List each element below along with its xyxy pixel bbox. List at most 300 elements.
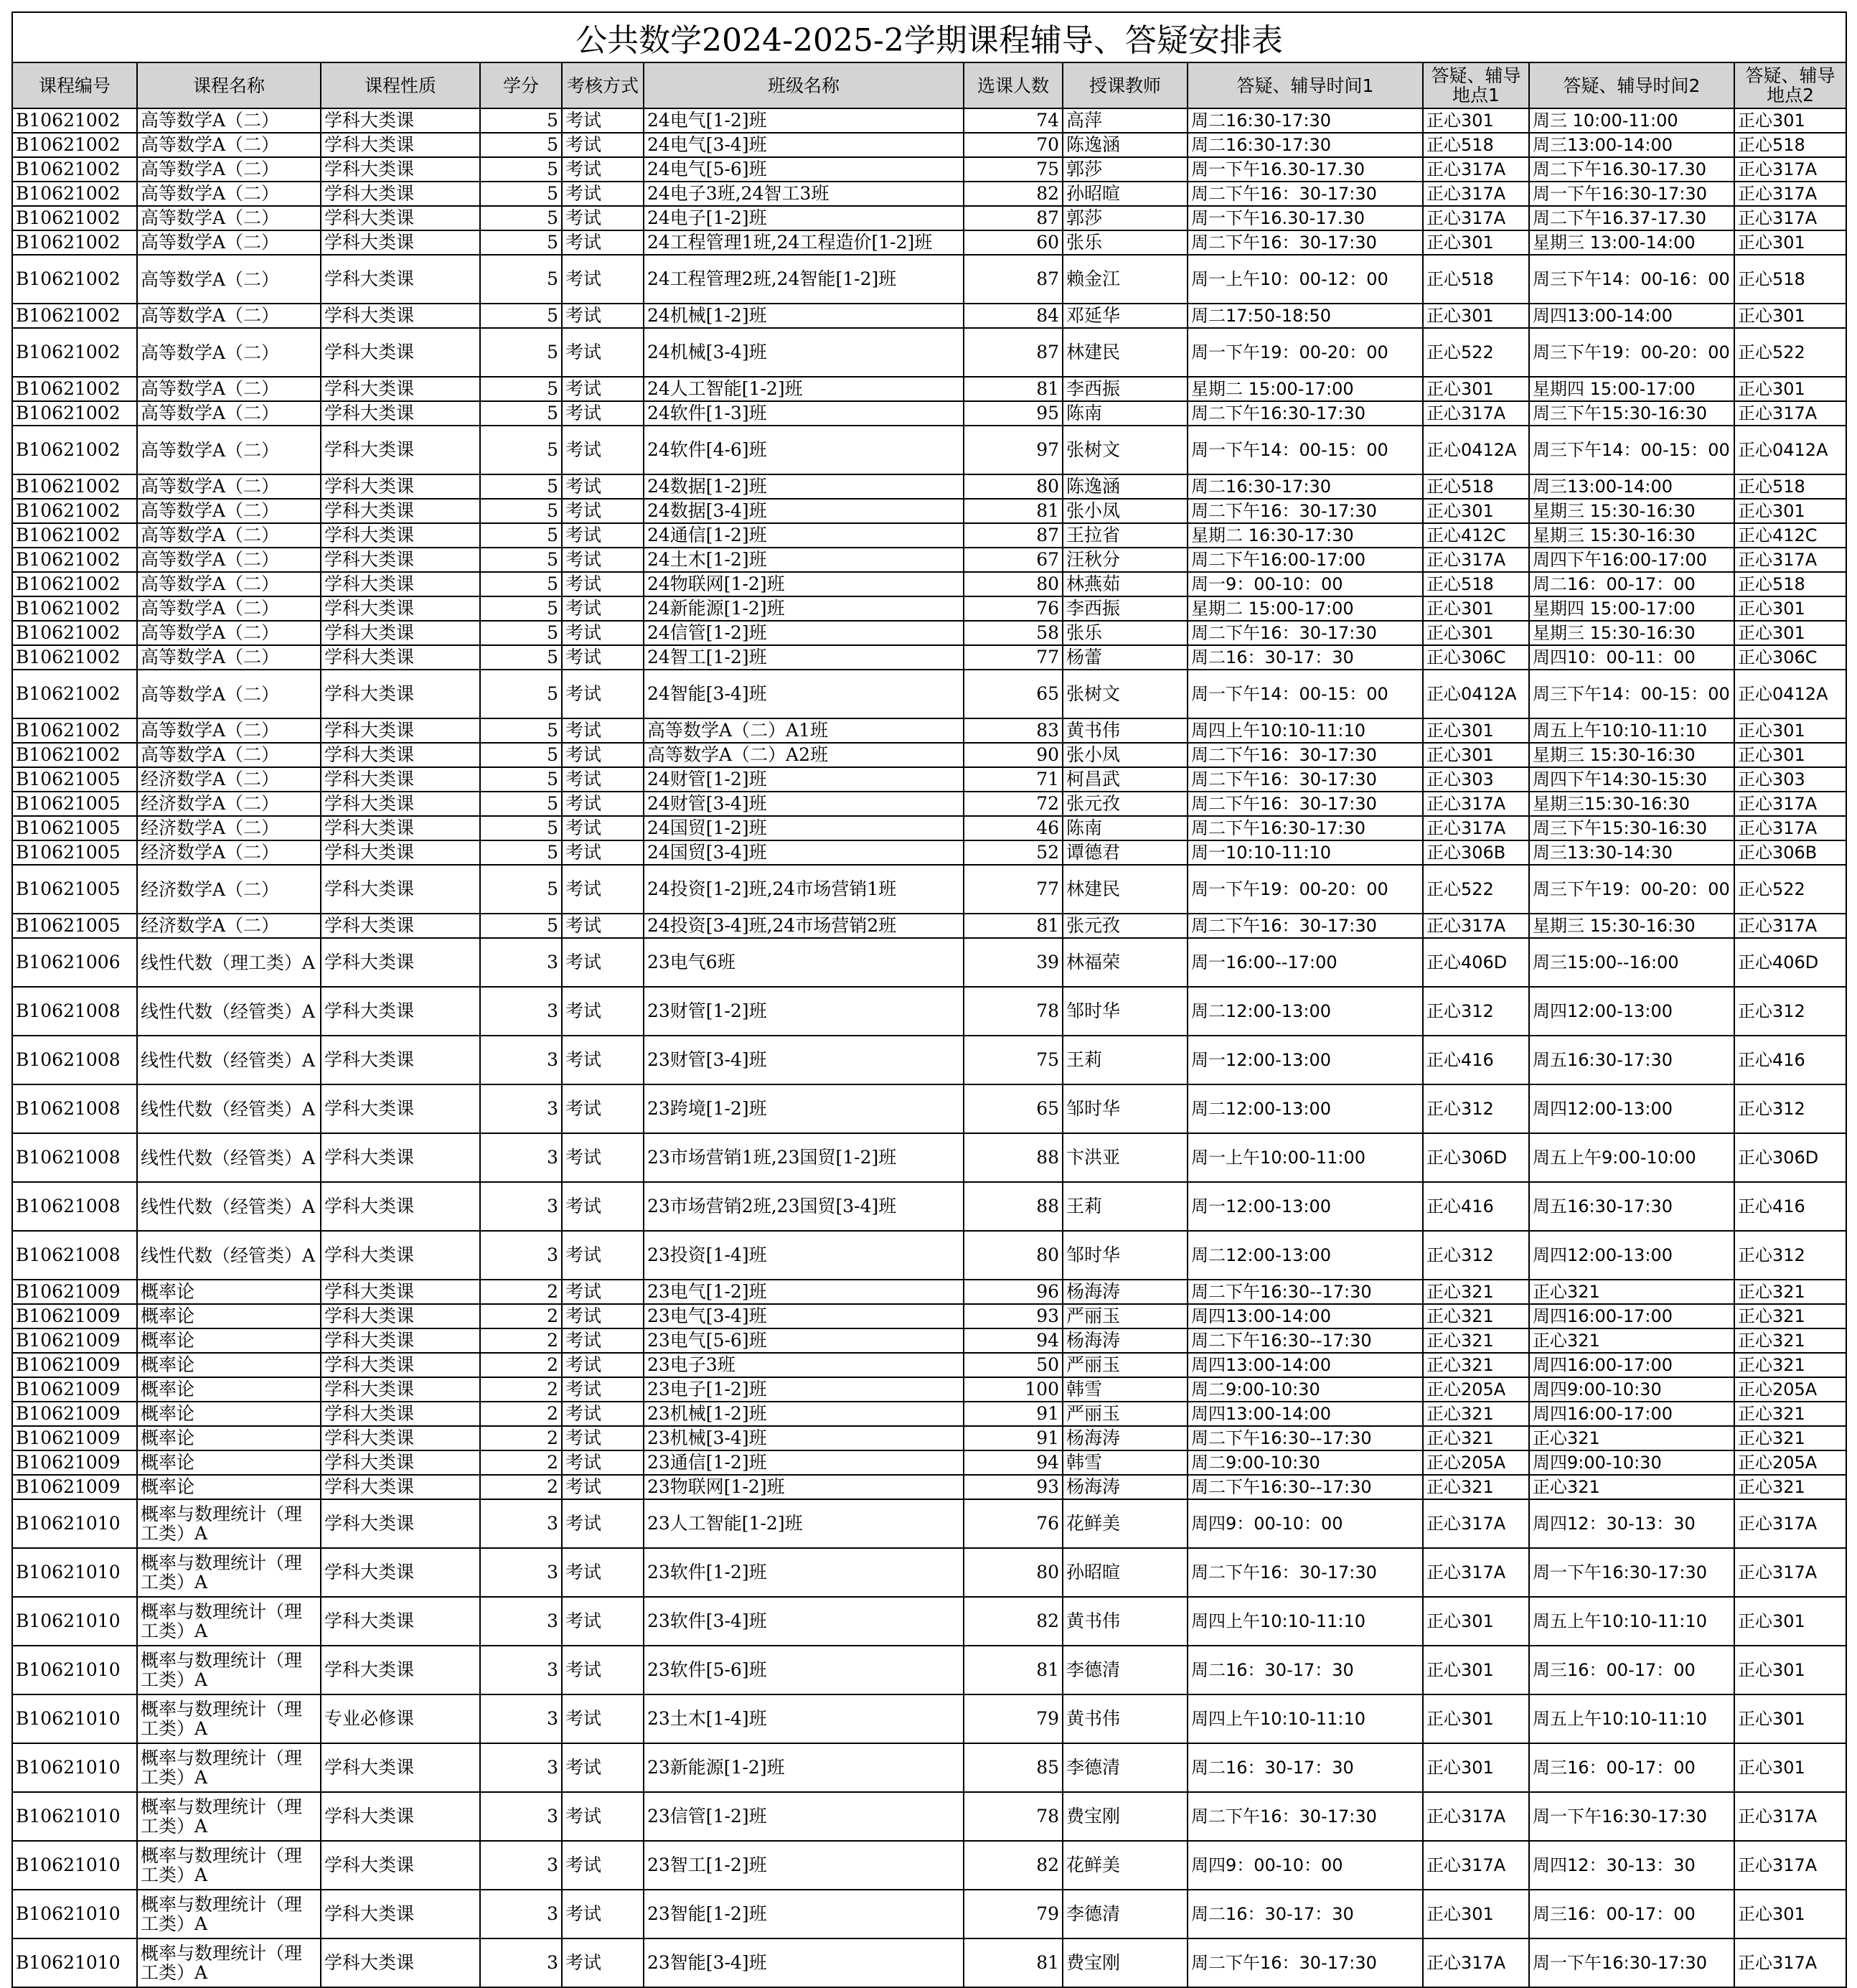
table-row bbox=[12, 938, 1846, 987]
table-row bbox=[12, 1402, 1846, 1426]
cell-time-1: 周二下午16:30-17:30 bbox=[1188, 401, 1423, 426]
cell-teacher: 韩雪 bbox=[1063, 1450, 1188, 1475]
cell-time-1: 周二下午16:00-17:00 bbox=[1188, 548, 1423, 572]
cell-course-name: 概率与数理统计（理工类）A bbox=[137, 1646, 321, 1694]
table-row bbox=[12, 1792, 1846, 1841]
cell-enrollment: 95 bbox=[964, 401, 1063, 426]
cell-course-name: 经济数学A（二） bbox=[137, 767, 321, 792]
cell-place-1: 正心301 bbox=[1423, 230, 1529, 255]
cell-time-2: 周一下午16:30-17:30 bbox=[1529, 1792, 1734, 1841]
cell-enrollment: 71 bbox=[964, 767, 1063, 792]
cell-course-name: 概率论 bbox=[137, 1475, 321, 1499]
cell-course-name: 概率与数理统计（理工类）A bbox=[137, 1597, 321, 1646]
cell-place-1: 正心412C bbox=[1423, 523, 1529, 548]
cell-enrollment: 67 bbox=[964, 548, 1063, 572]
cell-time-2: 周四12：30-13：30 bbox=[1529, 1499, 1734, 1548]
cell-time-1: 周一16:00--17:00 bbox=[1188, 938, 1423, 987]
cell-course-code: B10621002 bbox=[12, 743, 137, 767]
cell-place-1: 正心0412A bbox=[1423, 426, 1529, 474]
cell-class-name: 24物联网[1-2]班 bbox=[644, 572, 964, 596]
cell-time-2: 周三13:30-14:30 bbox=[1529, 840, 1734, 865]
cell-course-name: 概率与数理统计（理工类）A bbox=[137, 1499, 321, 1548]
cell-teacher: 林燕茹 bbox=[1063, 572, 1188, 596]
cell-place-1: 正心0412A bbox=[1423, 670, 1529, 718]
cell-course-code: B10621009 bbox=[12, 1353, 137, 1377]
cell-course-code: B10621010 bbox=[12, 1646, 137, 1694]
cell-course-name: 概率与数理统计（理工类）A bbox=[137, 1743, 321, 1792]
cell-course-type: 学科大类课 bbox=[321, 328, 480, 377]
cell-enrollment: 80 bbox=[964, 572, 1063, 596]
cell-credits: 5 bbox=[480, 230, 562, 255]
cell-course-code: B10621010 bbox=[12, 1499, 137, 1548]
cell-course-code: B10621002 bbox=[12, 670, 137, 718]
cell-credits: 2 bbox=[480, 1426, 562, 1450]
cell-teacher: 杨海涛 bbox=[1063, 1475, 1188, 1499]
cell-teacher: 杨蕾 bbox=[1063, 645, 1188, 670]
cell-place-2: 正心301 bbox=[1734, 1646, 1846, 1694]
cell-credits: 3 bbox=[480, 1890, 562, 1938]
cell-place-2: 正心321 bbox=[1734, 1353, 1846, 1377]
cell-course-name: 高等数学A（二） bbox=[137, 474, 321, 499]
cell-credits: 3 bbox=[480, 1084, 562, 1133]
cell-time-2: 周三下午19：00-20：00 bbox=[1529, 865, 1734, 914]
cell-time-2: 周一下午16:30-17:30 bbox=[1529, 1548, 1734, 1597]
cell-exam-method: 考试 bbox=[562, 596, 644, 621]
cell-teacher: 费宝刚 bbox=[1063, 1792, 1188, 1841]
table-row bbox=[12, 816, 1846, 840]
cell-class-name: 24工程管理1班,24工程造价[1-2]班 bbox=[644, 230, 964, 255]
cell-course-code: B10621010 bbox=[12, 1792, 137, 1841]
cell-course-code: B10621009 bbox=[12, 1450, 137, 1475]
header-row bbox=[12, 62, 1846, 108]
cell-teacher: 韩雪 bbox=[1063, 1377, 1188, 1402]
cell-exam-method: 考试 bbox=[562, 865, 644, 914]
cell-place-2: 正心321 bbox=[1734, 1402, 1846, 1426]
cell-course-code: B10621002 bbox=[12, 255, 137, 304]
cell-class-name: 24电子3班,24智工3班 bbox=[644, 182, 964, 206]
cell-teacher: 张小凤 bbox=[1063, 743, 1188, 767]
cell-course-type: 学科大类课 bbox=[321, 548, 480, 572]
cell-course-code: B10621010 bbox=[12, 1890, 137, 1938]
cell-teacher: 高萍 bbox=[1063, 108, 1188, 133]
cell-course-code: B10621005 bbox=[12, 840, 137, 865]
cell-course-code: B10621005 bbox=[12, 792, 137, 816]
cell-course-name: 高等数学A（二） bbox=[137, 328, 321, 377]
cell-time-1: 周二16:30-17:30 bbox=[1188, 133, 1423, 157]
cell-exam-method: 考试 bbox=[562, 328, 644, 377]
cell-time-1: 星期二 15:00-17:00 bbox=[1188, 377, 1423, 401]
cell-exam-method: 考试 bbox=[562, 1084, 644, 1133]
cell-time-2: 星期三 15:30-16:30 bbox=[1529, 743, 1734, 767]
cell-time-2: 周四下午16:00-17:00 bbox=[1529, 548, 1734, 572]
cell-exam-method: 考试 bbox=[562, 474, 644, 499]
cell-course-type: 学科大类课 bbox=[321, 1646, 480, 1694]
cell-class-name: 24土木[1-2]班 bbox=[644, 548, 964, 572]
cell-place-2: 正心518 bbox=[1734, 133, 1846, 157]
cell-place-1: 正心301 bbox=[1423, 1646, 1529, 1694]
cell-time-2: 周四16:00-17:00 bbox=[1529, 1304, 1734, 1328]
cell-time-1: 周二16：30-17：30 bbox=[1188, 1890, 1423, 1938]
table-row bbox=[12, 1890, 1846, 1938]
cell-teacher: 张元孜 bbox=[1063, 792, 1188, 816]
cell-time-2: 周三16：00-17：00 bbox=[1529, 1646, 1734, 1694]
cell-time-2: 正心321 bbox=[1529, 1328, 1734, 1353]
cell-enrollment: 81 bbox=[964, 1646, 1063, 1694]
cell-enrollment: 74 bbox=[964, 108, 1063, 133]
cell-place-1: 正心518 bbox=[1423, 133, 1529, 157]
cell-exam-method: 考试 bbox=[562, 1280, 644, 1304]
cell-place-1: 正心416 bbox=[1423, 1036, 1529, 1084]
cell-course-name: 高等数学A（二） bbox=[137, 645, 321, 670]
cell-credits: 5 bbox=[480, 426, 562, 474]
header-course-code: 课程编号 bbox=[12, 62, 137, 108]
table-row bbox=[12, 1182, 1846, 1231]
cell-enrollment: 50 bbox=[964, 1353, 1063, 1377]
cell-class-name: 24人工智能[1-2]班 bbox=[644, 377, 964, 401]
table-row bbox=[12, 1426, 1846, 1450]
cell-exam-method: 考试 bbox=[562, 206, 644, 230]
cell-course-type: 学科大类课 bbox=[321, 865, 480, 914]
cell-place-1: 正心522 bbox=[1423, 328, 1529, 377]
cell-teacher: 邹时华 bbox=[1063, 1084, 1188, 1133]
cell-time-2: 周三下午14：00-15：00 bbox=[1529, 426, 1734, 474]
cell-course-code: B10621005 bbox=[12, 865, 137, 914]
table-row bbox=[12, 718, 1846, 743]
cell-enrollment: 70 bbox=[964, 133, 1063, 157]
cell-exam-method: 考试 bbox=[562, 767, 644, 792]
cell-course-type: 学科大类课 bbox=[321, 1426, 480, 1450]
table-row bbox=[12, 1743, 1846, 1792]
cell-place-1: 正心518 bbox=[1423, 255, 1529, 304]
cell-course-code: B10621008 bbox=[12, 1231, 137, 1280]
cell-enrollment: 52 bbox=[964, 840, 1063, 865]
cell-course-name: 高等数学A（二） bbox=[137, 206, 321, 230]
cell-credits: 3 bbox=[480, 1743, 562, 1792]
cell-time-2: 周四12:00-13:00 bbox=[1529, 1084, 1734, 1133]
cell-course-name: 经济数学A（二） bbox=[137, 914, 321, 938]
cell-exam-method: 考试 bbox=[562, 1402, 644, 1426]
cell-teacher: 张树文 bbox=[1063, 670, 1188, 718]
cell-place-2: 正心301 bbox=[1734, 1743, 1846, 1792]
cell-credits: 5 bbox=[480, 596, 562, 621]
table-row bbox=[12, 1353, 1846, 1377]
cell-enrollment: 60 bbox=[964, 230, 1063, 255]
cell-course-code: B10621002 bbox=[12, 621, 137, 645]
cell-course-code: B10621002 bbox=[12, 157, 137, 182]
cell-time-2: 周三16：00-17：00 bbox=[1529, 1890, 1734, 1938]
cell-place-1: 正心317A bbox=[1423, 182, 1529, 206]
cell-course-type: 学科大类课 bbox=[321, 743, 480, 767]
cell-place-2: 正心321 bbox=[1734, 1304, 1846, 1328]
cell-teacher: 张小凤 bbox=[1063, 499, 1188, 523]
cell-teacher: 黄书伟 bbox=[1063, 1694, 1188, 1743]
cell-course-code: B10621005 bbox=[12, 767, 137, 792]
cell-place-1: 正心416 bbox=[1423, 1182, 1529, 1231]
cell-time-2: 周二下午16.37-17.30 bbox=[1529, 206, 1734, 230]
cell-exam-method: 考试 bbox=[562, 401, 644, 426]
cell-time-1: 周二12:00-13:00 bbox=[1188, 987, 1423, 1036]
cell-course-name: 概率与数理统计（理工类）A bbox=[137, 1938, 321, 1987]
cell-course-code: B10621008 bbox=[12, 1036, 137, 1084]
cell-place-1: 正心317A bbox=[1423, 1499, 1529, 1548]
cell-course-name: 高等数学A（二） bbox=[137, 523, 321, 548]
cell-place-1: 正心321 bbox=[1423, 1426, 1529, 1450]
cell-course-code: B10621002 bbox=[12, 523, 137, 548]
cell-place-2: 正心416 bbox=[1734, 1182, 1846, 1231]
cell-course-type: 学科大类课 bbox=[321, 474, 480, 499]
cell-exam-method: 考试 bbox=[562, 377, 644, 401]
cell-place-2: 正心317A bbox=[1734, 792, 1846, 816]
cell-time-2: 星期四 15:00-17:00 bbox=[1529, 596, 1734, 621]
cell-course-name: 概率论 bbox=[137, 1280, 321, 1304]
cell-time-2: 周三下午14：00-15：00 bbox=[1529, 670, 1734, 718]
cell-class-name: 24电气[5-6]班 bbox=[644, 157, 964, 182]
cell-exam-method: 考试 bbox=[562, 1597, 644, 1646]
cell-credits: 5 bbox=[480, 865, 562, 914]
header-place-2: 答疑、辅导地点2 bbox=[1734, 62, 1846, 108]
cell-exam-method: 考试 bbox=[562, 816, 644, 840]
cell-time-1: 周二9:00-10:30 bbox=[1188, 1450, 1423, 1475]
table-row bbox=[12, 1450, 1846, 1475]
cell-teacher: 王莉 bbox=[1063, 1036, 1188, 1084]
cell-time-1: 周二下午16：30-17:30 bbox=[1188, 182, 1423, 206]
cell-teacher: 卞洪亚 bbox=[1063, 1133, 1188, 1182]
table-row bbox=[12, 304, 1846, 328]
cell-place-1: 正心317A bbox=[1423, 401, 1529, 426]
cell-course-code: B10621002 bbox=[12, 548, 137, 572]
cell-course-name: 线性代数（经管类）A bbox=[137, 1036, 321, 1084]
cell-teacher: 张乐 bbox=[1063, 230, 1188, 255]
cell-time-2: 星期三 13:00-14:00 bbox=[1529, 230, 1734, 255]
cell-time-2: 正心321 bbox=[1529, 1475, 1734, 1499]
cell-exam-method: 考试 bbox=[562, 1377, 644, 1402]
header-course-type: 课程性质 bbox=[321, 62, 480, 108]
cell-enrollment: 94 bbox=[964, 1450, 1063, 1475]
cell-course-name: 高等数学A（二） bbox=[137, 255, 321, 304]
cell-place-1: 正心301 bbox=[1423, 108, 1529, 133]
table-row bbox=[12, 987, 1846, 1036]
cell-credits: 5 bbox=[480, 621, 562, 645]
cell-class-name: 24财管[3-4]班 bbox=[644, 792, 964, 816]
cell-time-1: 星期二 15:00-17:00 bbox=[1188, 596, 1423, 621]
cell-class-name: 23软件[5-6]班 bbox=[644, 1646, 964, 1694]
cell-credits: 2 bbox=[480, 1475, 562, 1499]
cell-enrollment: 80 bbox=[964, 474, 1063, 499]
cell-teacher: 陈南 bbox=[1063, 401, 1188, 426]
cell-credits: 5 bbox=[480, 914, 562, 938]
cell-class-name: 24信管[1-2]班 bbox=[644, 621, 964, 645]
cell-course-type: 学科大类课 bbox=[321, 1280, 480, 1304]
cell-enrollment: 46 bbox=[964, 816, 1063, 840]
cell-time-1: 周二16:30-17:30 bbox=[1188, 108, 1423, 133]
cell-exam-method: 考试 bbox=[562, 621, 644, 645]
cell-class-name: 23电子3班 bbox=[644, 1353, 964, 1377]
table-row bbox=[12, 1084, 1846, 1133]
cell-course-name: 线性代数（经管类）A bbox=[137, 1182, 321, 1231]
cell-class-name: 23软件[3-4]班 bbox=[644, 1597, 964, 1646]
cell-enrollment: 65 bbox=[964, 670, 1063, 718]
cell-time-1: 周二16：30-17：30 bbox=[1188, 1646, 1423, 1694]
cell-course-name: 概率论 bbox=[137, 1353, 321, 1377]
cell-teacher: 杨海涛 bbox=[1063, 1426, 1188, 1450]
cell-credits: 5 bbox=[480, 670, 562, 718]
cell-course-type: 学科大类课 bbox=[321, 182, 480, 206]
table-row bbox=[12, 426, 1846, 474]
cell-place-1: 正心317A bbox=[1423, 914, 1529, 938]
cell-enrollment: 93 bbox=[964, 1475, 1063, 1499]
cell-place-1: 正心406D bbox=[1423, 938, 1529, 987]
cell-teacher: 孙昭暄 bbox=[1063, 1548, 1188, 1597]
cell-place-2: 正心518 bbox=[1734, 255, 1846, 304]
cell-time-1: 周一12:00-13:00 bbox=[1188, 1182, 1423, 1231]
cell-class-name: 24国贸[1-2]班 bbox=[644, 816, 964, 840]
table-row bbox=[12, 1499, 1846, 1548]
cell-enrollment: 72 bbox=[964, 792, 1063, 816]
cell-class-name: 23人工智能[1-2]班 bbox=[644, 1499, 964, 1548]
cell-place-2: 正心317A bbox=[1734, 182, 1846, 206]
table-row bbox=[12, 133, 1846, 157]
cell-place-1: 正心306D bbox=[1423, 1133, 1529, 1182]
header-exam-method: 考核方式 bbox=[562, 62, 644, 108]
cell-place-2: 正心301 bbox=[1734, 304, 1846, 328]
cell-place-2: 正心321 bbox=[1734, 1426, 1846, 1450]
cell-time-2: 周三 10:00-11:00 bbox=[1529, 108, 1734, 133]
cell-course-code: B10621002 bbox=[12, 182, 137, 206]
cell-course-type: 学科大类课 bbox=[321, 938, 480, 987]
cell-exam-method: 考试 bbox=[562, 1938, 644, 1987]
cell-place-1: 正心518 bbox=[1423, 474, 1529, 499]
cell-class-name: 24电气[3-4]班 bbox=[644, 133, 964, 157]
cell-course-code: B10621006 bbox=[12, 938, 137, 987]
table-row bbox=[12, 865, 1846, 914]
cell-course-name: 经济数学A（二） bbox=[137, 816, 321, 840]
cell-enrollment: 77 bbox=[964, 865, 1063, 914]
cell-course-type: 学科大类课 bbox=[321, 572, 480, 596]
cell-time-1: 周四上午10:10-11:10 bbox=[1188, 718, 1423, 743]
cell-exam-method: 考试 bbox=[562, 938, 644, 987]
cell-course-type: 学科大类课 bbox=[321, 1743, 480, 1792]
cell-place-2: 正心312 bbox=[1734, 1231, 1846, 1280]
cell-course-code: B10621005 bbox=[12, 816, 137, 840]
cell-place-2: 正心317A bbox=[1734, 914, 1846, 938]
cell-exam-method: 考试 bbox=[562, 718, 644, 743]
cell-time-1: 周二下午16：30-17:30 bbox=[1188, 1792, 1423, 1841]
cell-class-name: 24机械[1-2]班 bbox=[644, 304, 964, 328]
cell-time-2: 周三下午14：00-16：00 bbox=[1529, 255, 1734, 304]
cell-teacher: 杨海涛 bbox=[1063, 1328, 1188, 1353]
cell-time-2: 周五上午10:10-11:10 bbox=[1529, 1694, 1734, 1743]
cell-place-2: 正心0412A bbox=[1734, 670, 1846, 718]
cell-course-code: B10621008 bbox=[12, 1133, 137, 1182]
table-row bbox=[12, 230, 1846, 255]
cell-exam-method: 考试 bbox=[562, 1036, 644, 1084]
cell-time-1: 周二下午16：30-17:30 bbox=[1188, 1938, 1423, 1987]
cell-course-name: 高等数学A（二） bbox=[137, 182, 321, 206]
cell-credits: 5 bbox=[480, 572, 562, 596]
cell-enrollment: 91 bbox=[964, 1402, 1063, 1426]
cell-time-2: 周五上午10:10-11:10 bbox=[1529, 1597, 1734, 1646]
cell-course-type: 学科大类课 bbox=[321, 1890, 480, 1938]
cell-class-name: 23电气[3-4]班 bbox=[644, 1304, 964, 1328]
cell-teacher: 严丽玉 bbox=[1063, 1304, 1188, 1328]
cell-time-2: 周五上午10:10-11:10 bbox=[1529, 718, 1734, 743]
cell-exam-method: 考试 bbox=[562, 1475, 644, 1499]
cell-course-code: B10621002 bbox=[12, 304, 137, 328]
cell-enrollment: 85 bbox=[964, 1743, 1063, 1792]
cell-course-name: 高等数学A（二） bbox=[137, 377, 321, 401]
cell-credits: 5 bbox=[480, 304, 562, 328]
cell-course-type: 学科大类课 bbox=[321, 523, 480, 548]
cell-time-2: 周三下午15:30-16:30 bbox=[1529, 816, 1734, 840]
cell-place-1: 正心205A bbox=[1423, 1377, 1529, 1402]
cell-enrollment: 78 bbox=[964, 987, 1063, 1036]
cell-course-type: 学科大类课 bbox=[321, 767, 480, 792]
table-row bbox=[12, 792, 1846, 816]
cell-exam-method: 考试 bbox=[562, 255, 644, 304]
cell-time-1: 周一12:00-13:00 bbox=[1188, 1036, 1423, 1084]
cell-course-code: B10621002 bbox=[12, 328, 137, 377]
cell-class-name: 23电气6班 bbox=[644, 938, 964, 987]
cell-course-name: 高等数学A（二） bbox=[137, 548, 321, 572]
cell-time-2: 星期三 15:30-16:30 bbox=[1529, 914, 1734, 938]
cell-time-1: 周二下午16：30-17:30 bbox=[1188, 621, 1423, 645]
cell-place-2: 正心301 bbox=[1734, 621, 1846, 645]
cell-class-name: 24通信[1-2]班 bbox=[644, 523, 964, 548]
cell-time-2: 星期三 15:30-16:30 bbox=[1529, 499, 1734, 523]
cell-course-type: 学科大类课 bbox=[321, 1036, 480, 1084]
cell-place-2: 正心317A bbox=[1734, 206, 1846, 230]
cell-class-name: 23智能[3-4]班 bbox=[644, 1938, 964, 1987]
cell-course-code: B10621002 bbox=[12, 377, 137, 401]
cell-class-name: 23信管[1-2]班 bbox=[644, 1792, 964, 1841]
cell-class-name: 23投资[1-4]班 bbox=[644, 1231, 964, 1280]
cell-time-2: 周四9:00-10:30 bbox=[1529, 1377, 1734, 1402]
cell-course-name: 高等数学A（二） bbox=[137, 718, 321, 743]
table-row bbox=[12, 1938, 1846, 1987]
cell-enrollment: 96 bbox=[964, 1280, 1063, 1304]
cell-time-1: 周二下午16：30-17:30 bbox=[1188, 792, 1423, 816]
cell-enrollment: 93 bbox=[964, 1304, 1063, 1328]
table-row bbox=[12, 401, 1846, 426]
cell-place-1: 正心301 bbox=[1423, 499, 1529, 523]
cell-place-2: 正心317A bbox=[1734, 548, 1846, 572]
cell-credits: 3 bbox=[480, 1182, 562, 1231]
header-time-2: 答疑、辅导时间2 bbox=[1529, 62, 1734, 108]
cell-enrollment: 88 bbox=[964, 1182, 1063, 1231]
cell-enrollment: 80 bbox=[964, 1548, 1063, 1597]
cell-place-2: 正心301 bbox=[1734, 1694, 1846, 1743]
cell-enrollment: 80 bbox=[964, 1231, 1063, 1280]
cell-time-1: 星期二 16:30-17:30 bbox=[1188, 523, 1423, 548]
cell-place-2: 正心301 bbox=[1734, 1597, 1846, 1646]
cell-class-name: 高等数学A（二）A1班 bbox=[644, 718, 964, 743]
cell-credits: 2 bbox=[480, 1304, 562, 1328]
cell-enrollment: 83 bbox=[964, 718, 1063, 743]
cell-class-name: 24投资[1-2]班,24市场营销1班 bbox=[644, 865, 964, 914]
cell-place-2: 正心306B bbox=[1734, 840, 1846, 865]
cell-place-2: 正心522 bbox=[1734, 328, 1846, 377]
cell-credits: 3 bbox=[480, 1597, 562, 1646]
cell-time-2: 正心321 bbox=[1529, 1280, 1734, 1304]
table-body bbox=[12, 108, 1846, 1987]
cell-course-code: B10621002 bbox=[12, 572, 137, 596]
cell-course-code: B10621009 bbox=[12, 1402, 137, 1426]
cell-course-type: 学科大类课 bbox=[321, 1377, 480, 1402]
cell-course-type: 学科大类课 bbox=[321, 718, 480, 743]
cell-time-1: 周一9：00-10：00 bbox=[1188, 572, 1423, 596]
cell-time-1: 周四9：00-10：00 bbox=[1188, 1841, 1423, 1890]
cell-course-type: 学科大类课 bbox=[321, 596, 480, 621]
